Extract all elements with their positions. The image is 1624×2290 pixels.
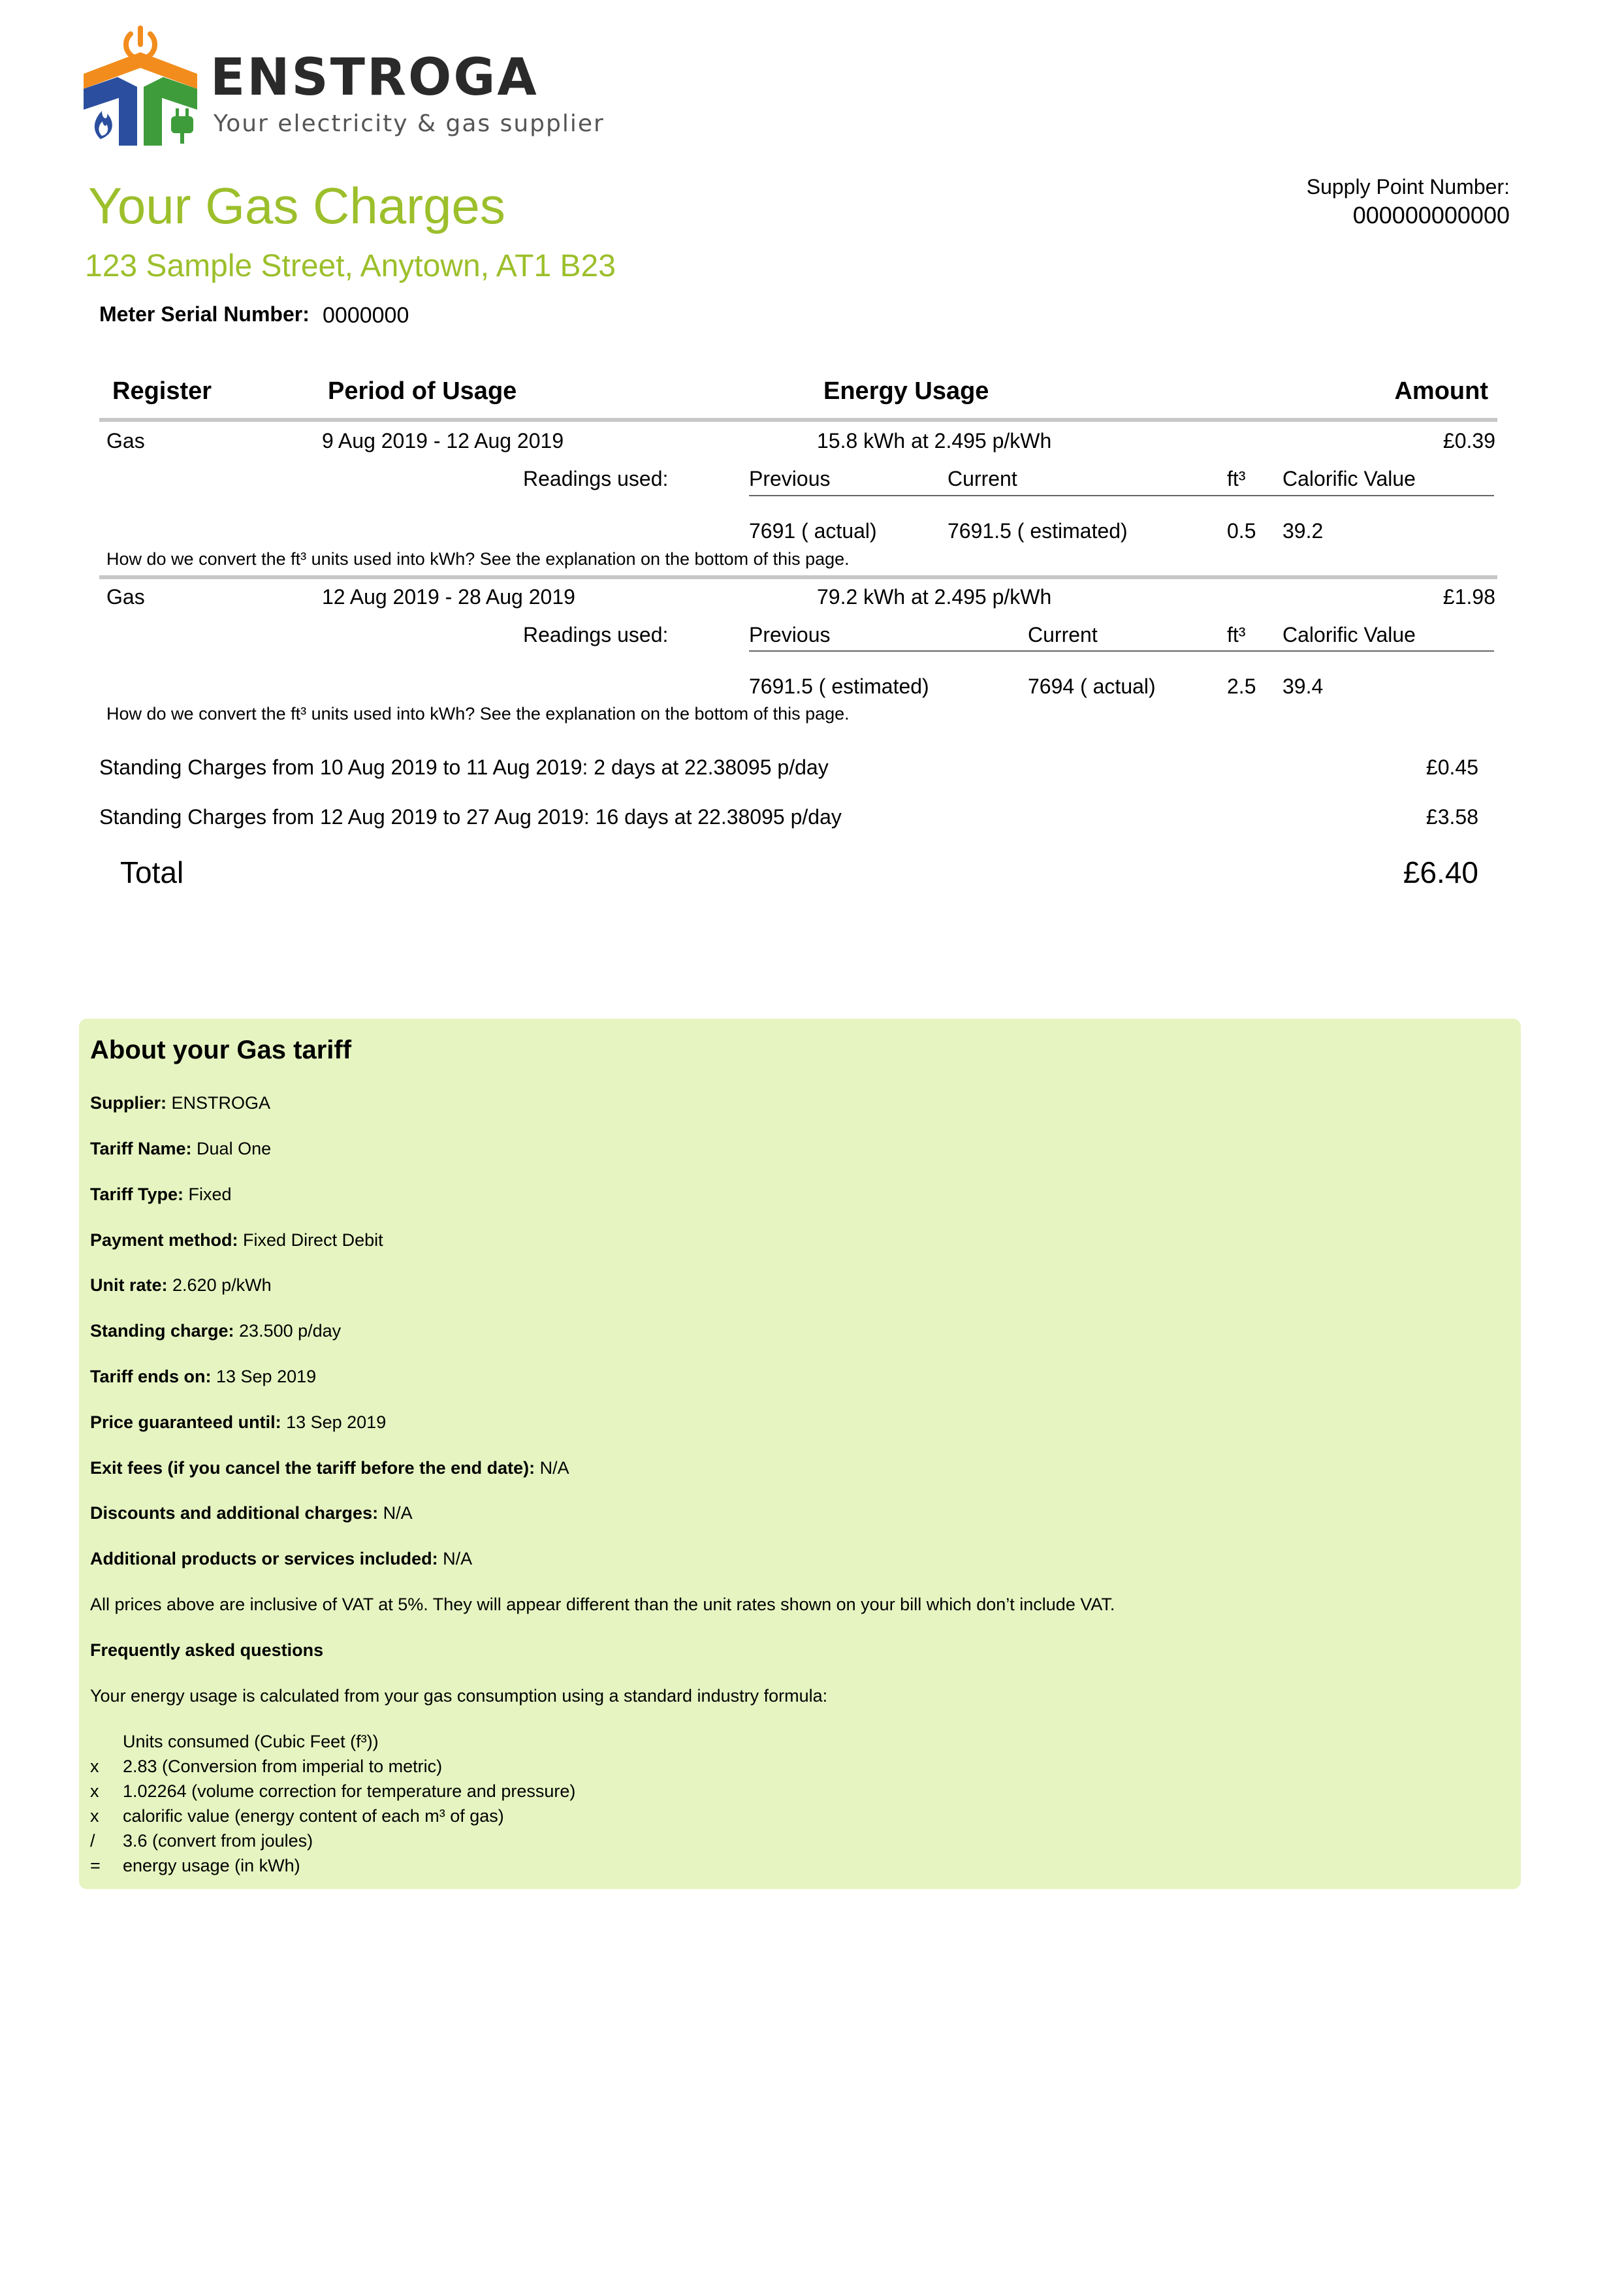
- formula-line: 3.6 (convert from joules): [123, 1831, 313, 1851]
- tariff-info-box: [79, 1019, 1521, 1889]
- enstroga-logo-icon: [78, 25, 202, 149]
- row2-energy: 79.2 kWh at 2.495 p/kWh: [817, 585, 1052, 609]
- tariff-field-value: Fixed Direct Debit: [238, 1230, 383, 1250]
- supply-point-value: 000000000000: [1352, 202, 1510, 229]
- tariff-field-label: Tariff Type:: [90, 1185, 184, 1204]
- tariff-field-price-guarantee: [90, 1414, 386, 1431]
- header-divider: [99, 418, 1497, 422]
- tariff-heading: About your Gas tariff: [90, 1036, 352, 1064]
- row2-conversion-note: How do we convert the ft³ units used into kWh? See the explanation on the bottom of this page.: [106, 704, 850, 724]
- tariff-field-label: Additional products or services included:: [90, 1549, 438, 1568]
- row2-current-reading: 7694 ( actual): [1028, 675, 1156, 698]
- faq-heading: Frequently asked questions: [90, 1640, 324, 1660]
- tariff-field-label: Unit rate:: [90, 1275, 168, 1295]
- tariff-field-value: N/A: [438, 1549, 473, 1568]
- formula-operator: x: [90, 1806, 99, 1826]
- row1-col-previous: Previous: [749, 467, 831, 490]
- tariff-field-value: Fixed: [183, 1185, 232, 1204]
- column-header-amount: Amount: [1394, 377, 1488, 405]
- row2-col-current: Current: [1028, 623, 1098, 646]
- row1-energy: 15.8 kWh at 2.495 p/kWh: [817, 429, 1052, 453]
- row1-readings-divider: [749, 495, 1494, 496]
- vat-note: All prices above are inclusive of VAT at 5%. They will appear different than the unit rates shown on your bill which don’t include VAT.: [90, 1595, 1115, 1614]
- standing-charge-1-text: Standing Charges from 10 Aug 2019 to 11 Aug 2019: 2 days at 22.38095 p/day: [99, 755, 829, 779]
- row1-period: 9 Aug 2019 - 12 Aug 2019: [322, 429, 564, 453]
- row-divider: [99, 575, 1497, 579]
- row1-col-calorific: Calorific Value: [1282, 467, 1416, 490]
- tariff-field-label: Exit fees (if you cancel the tariff before the end date):: [90, 1458, 535, 1478]
- formula-line: energy usage (in kWh): [123, 1856, 300, 1875]
- tariff-field-value: 13 Sep 2019: [211, 1367, 317, 1386]
- row1-current-reading: 7691.5 ( estimated): [947, 519, 1128, 543]
- tariff-field-additional-products: [90, 1550, 472, 1568]
- row2-readings-divider: [749, 650, 1494, 652]
- tariff-field-label: Price guaranteed until:: [90, 1412, 281, 1432]
- tariff-field-unit-rate: [90, 1277, 272, 1294]
- tariff-field-label: Standing charge:: [90, 1321, 234, 1341]
- formula-operator: =: [90, 1856, 101, 1875]
- row2-previous-reading: 7691.5 ( estimated): [749, 675, 929, 698]
- row1-col-ft3: ft³: [1227, 467, 1246, 490]
- tariff-field-label: Supplier:: [90, 1093, 167, 1113]
- standing-charge-2-amount: £3.58: [1425, 805, 1478, 829]
- tariff-field-discounts: [90, 1504, 413, 1522]
- row1-readings-label: Readings used:: [523, 467, 669, 490]
- row1-previous-reading: 7691 ( actual): [749, 519, 877, 543]
- row2-period: 12 Aug 2019 - 28 Aug 2019: [322, 585, 575, 609]
- tariff-field-label: Payment method:: [90, 1230, 238, 1250]
- column-header-energy: Energy Usage: [823, 377, 989, 405]
- row1-conversion-note: How do we convert the ft³ units used into kWh? See the explanation on the bottom of this page.: [106, 549, 850, 569]
- tariff-field-label: Tariff ends on:: [90, 1367, 212, 1386]
- standing-charge-2-text: Standing Charges from 12 Aug 2019 to 27 Aug 2019: 16 days at 22.38095 p/day: [99, 805, 842, 829]
- tariff-field-value: ENSTROGA: [167, 1093, 271, 1113]
- tariff-field-exit-fees: [90, 1459, 569, 1477]
- supply-address: 123 Sample Street, Anytown, AT1 B23: [85, 249, 616, 283]
- row1-amount: £0.39: [1442, 429, 1495, 453]
- row2-register: Gas: [106, 585, 145, 609]
- page-title: Your Gas Charges: [88, 177, 505, 234]
- tariff-field-value: 13 Sep 2019: [281, 1412, 387, 1432]
- row2-amount: £1.98: [1442, 585, 1495, 609]
- brand-name: ENSTROGA: [210, 48, 539, 107]
- row1-calorific-value: 39.2: [1282, 519, 1324, 543]
- tariff-field-value: N/A: [535, 1458, 569, 1478]
- tariff-field-supplier: [90, 1094, 270, 1112]
- row2-ft3-value: 2.5: [1227, 675, 1256, 698]
- row2-calorific-value: 39.4: [1282, 675, 1324, 698]
- meter-serial-label: Meter Serial Number:: [99, 302, 310, 326]
- row2-col-previous: Previous: [749, 623, 831, 646]
- tariff-field-ends: [90, 1368, 316, 1386]
- formula-operator: x: [90, 1781, 99, 1801]
- row2-col-ft3: ft³: [1227, 623, 1246, 646]
- tariff-field-label: Tariff Name:: [90, 1139, 192, 1158]
- formula-operator: x: [90, 1757, 99, 1776]
- tariff-field-type: [90, 1186, 232, 1203]
- tariff-field-name: [90, 1140, 271, 1158]
- tariff-field-value: 2.620 p/kWh: [167, 1275, 272, 1295]
- total-value: £6.40: [1403, 855, 1478, 889]
- row2-readings-label: Readings used:: [523, 623, 669, 646]
- meter-serial-value: 0000000: [323, 303, 409, 328]
- standing-charge-1-amount: £0.45: [1425, 755, 1478, 779]
- tariff-field-value: N/A: [378, 1503, 413, 1523]
- tariff-field-value: 23.500 p/day: [234, 1321, 342, 1341]
- formula-line: calorific value (energy content of each m³ of gas): [123, 1806, 504, 1826]
- tariff-field-payment: [90, 1232, 383, 1249]
- row2-col-calorific: Calorific Value: [1282, 623, 1416, 646]
- column-header-register: Register: [112, 377, 212, 405]
- total-label: Total: [120, 855, 184, 889]
- tariff-field-label: Discounts and additional charges:: [90, 1503, 379, 1523]
- brand-tagline: Your electricity & gas supplier: [214, 110, 605, 137]
- formula-line: Units consumed (Cubic Feet (f³)): [123, 1732, 379, 1751]
- formula-operator: /: [90, 1831, 95, 1851]
- supply-point-label: Supply Point Number:: [1306, 175, 1510, 199]
- tariff-field-standing-charge: [90, 1322, 341, 1340]
- faq-intro: Your energy usage is calculated from your gas consumption using a standard industry formula:: [90, 1686, 828, 1706]
- formula-line: 1.02264 (volume correction for temperature and pressure): [123, 1781, 576, 1801]
- tariff-field-value: Dual One: [191, 1139, 272, 1158]
- row1-ft3-value: 0.5: [1227, 519, 1256, 543]
- row1-col-current: Current: [947, 467, 1017, 490]
- column-header-period: Period of Usage: [328, 377, 517, 405]
- formula-line: 2.83 (Conversion from imperial to metric): [123, 1757, 443, 1776]
- row1-register: Gas: [106, 429, 145, 453]
